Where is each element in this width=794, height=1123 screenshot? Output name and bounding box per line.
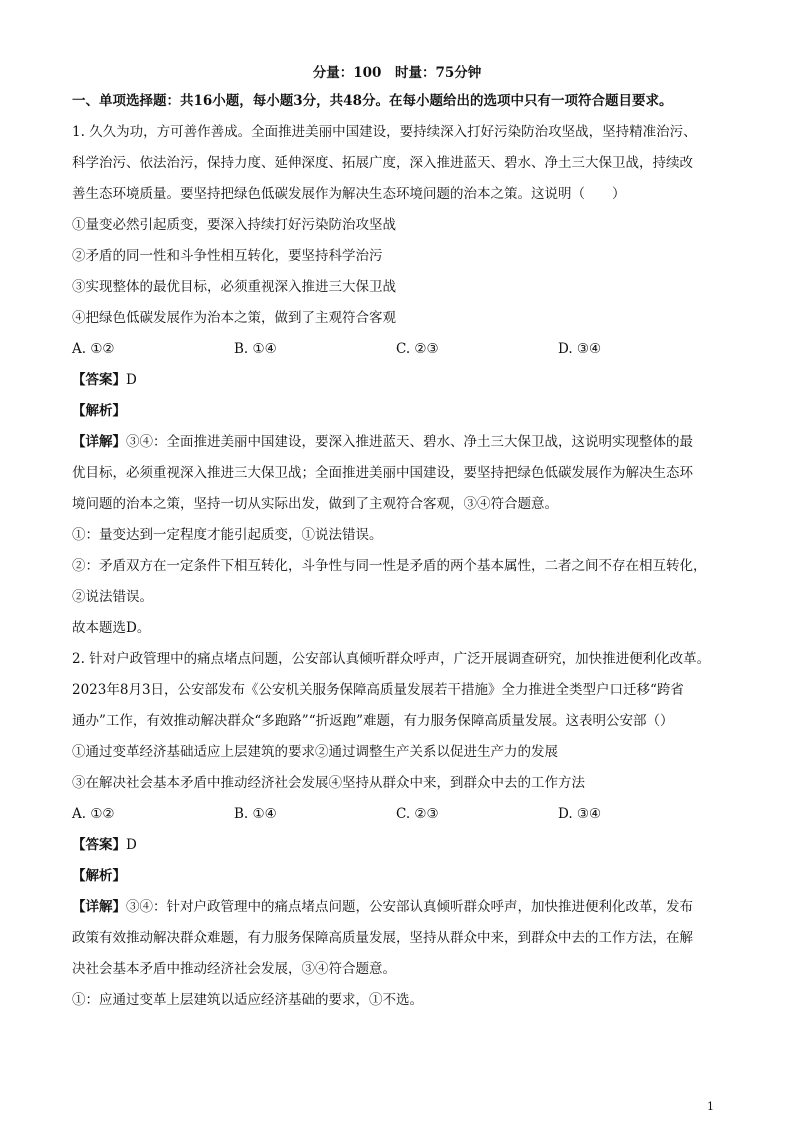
q2-analysis-tag: 【解析】 bbox=[72, 868, 126, 884]
answer-value: D bbox=[126, 372, 137, 388]
page-number: 1 bbox=[707, 1100, 714, 1113]
q1-statement: ④把绿色低碳发展作为治本之策，做到了主观符合客观 bbox=[72, 310, 396, 326]
detail-text: ③④：全面推进美丽中国建设，要深入推进蓝天、碧水、净土三大保卫战，这说明实现整体的最 bbox=[126, 434, 693, 450]
q1-conclusion: 故本题选D。 bbox=[72, 620, 151, 636]
q1-option-a: A. ①② bbox=[72, 341, 115, 357]
q2-statement: ③在解决社会基本矛盾中推动经济社会发展④坚持从群众中来，到群众中去的工作方法 bbox=[72, 775, 585, 791]
q2-detail-line: ①：应通过变革上层建筑以适应经济基础的要求，①不选。 bbox=[72, 992, 423, 1008]
q2-option-d: D. ③④ bbox=[558, 806, 602, 822]
exam-header: 分量：100 时量：75分钟 bbox=[312, 65, 482, 81]
question-2 bbox=[72, 644, 722, 1016]
q2-detail-line: 决社会基本矛盾中推动经济社会发展，③④符合题意。 bbox=[72, 961, 396, 977]
q1-detail-line: ①：量变达到一定程度才能引起质变，①说法错误。 bbox=[72, 527, 383, 543]
q2-options bbox=[72, 799, 722, 830]
q1-detail-line: 境问题的治本之策，坚持一切从实际出发，做到了主观符合客观，③④符合题意。 bbox=[72, 496, 558, 512]
question-1 bbox=[72, 117, 722, 644]
detail-text: ③④：针对户政管理中的痛点堵点问题，公安部认真倾听群众呼声，加快推进便利化改革，发布 bbox=[126, 899, 693, 915]
q1-stem-line: 1. 久久为功，方可善作善成。全面推进美丽中国建设，要持续深入打好污染防治攻坚战，坚持精准治污、 bbox=[72, 124, 697, 140]
q2-option-c: C. ②③ bbox=[396, 806, 439, 822]
q2-stem-line: 通办”工作，有效推动解决群众“多跑路”“折返跑”难题，有力服务保障高质量发展。这表明公安部（） bbox=[72, 713, 674, 729]
q1-stem-line: 善生态环境质量。要坚持把绿色低碳发展作为解决生态环境问题的治本之策。这说明（ ） bbox=[72, 186, 626, 202]
q1-stem-line: 科学治污、依法治污，保持力度、延伸深度、拓展广度，深入推进蓝天、碧水、净土三大保卫战，持续改 bbox=[72, 155, 693, 171]
q1-analysis-tag: 【解析】 bbox=[72, 403, 126, 419]
q1-detail-line bbox=[72, 427, 722, 458]
q2-detail-line bbox=[72, 892, 722, 923]
answer-value: D bbox=[126, 837, 137, 853]
q2-stem-line: 2. 针对户政管理中的痛点堵点问题，公安部认真倾听群众呼声，广泛开展调查研究，加快推进便利化改革。 bbox=[72, 651, 711, 667]
detail-tag: 【详解】 bbox=[72, 899, 126, 915]
q2-option-a: A. ①② bbox=[72, 806, 115, 822]
q1-statement: ②矛盾的同一性和斗争性相互转化，要坚持科学治污 bbox=[72, 248, 383, 264]
q2-option-b: B. ①④ bbox=[234, 806, 277, 822]
q2-statement: ①通过变革经济基础适应上层建筑的要求②通过调整生产关系以促进生产力的发展 bbox=[72, 744, 558, 760]
q1-option-c: C. ②③ bbox=[396, 341, 439, 357]
q1-answer bbox=[72, 365, 722, 396]
page-content bbox=[72, 62, 722, 1016]
section-title: 一、单项选择题：共16小题，每小题3分，共48分。在每小题给出的选项中只有一项符合题目要求。 bbox=[72, 93, 673, 109]
detail-tag: 【详解】 bbox=[72, 434, 126, 450]
answer-tag: 【答案】 bbox=[72, 372, 126, 388]
q2-detail-line: 政策有效推动解决群众难题，有力服务保障高质量发展，坚持从群众中来，到群众中去的工作方法，在解 bbox=[72, 930, 693, 946]
q1-statement: ③实现整体的最优目标，必须重视深入推进三大保卫战 bbox=[72, 279, 396, 295]
q1-statement: ①量变必然引起质变，要深入持续打好污染防治攻坚战 bbox=[72, 217, 396, 233]
q1-options bbox=[72, 334, 722, 365]
q1-detail-line: ②：矛盾双方在一定条件下相互转化，斗争性与同一性是矛盾的两个基本属性，二者之间不存在相互转化， bbox=[72, 558, 707, 574]
q1-option-d: D. ③④ bbox=[558, 341, 602, 357]
q2-stem-line: 2023年8月3日，公安部发布《公安机关服务保障高质量发展若干措施》全力推进全类型户口迁移“跨省 bbox=[72, 682, 684, 698]
q2-answer bbox=[72, 830, 722, 861]
q1-option-b: B. ①④ bbox=[234, 341, 277, 357]
q1-detail-line: 优目标，必须重视深入推进三大保卫战；全面推进美丽中国建设，要坚持把绿色低碳发展作为解决生态环 bbox=[72, 465, 693, 481]
q1-detail-line: ②说法错误。 bbox=[72, 589, 153, 605]
answer-tag: 【答案】 bbox=[72, 837, 126, 853]
